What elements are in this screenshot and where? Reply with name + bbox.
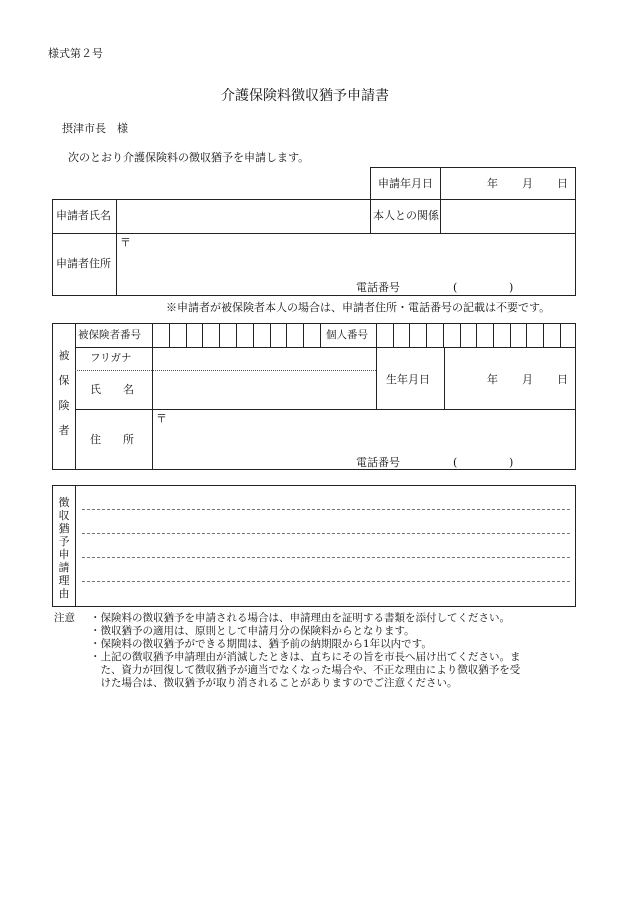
date-day-unit: 日 [557,177,568,190]
personal-number-digit-cell[interactable] [493,323,510,347]
personal-number-digit-cell[interactable] [376,323,393,347]
personal-number-digit-cell[interactable] [476,323,493,347]
insured-number-digit-cell[interactable] [286,323,303,347]
insured-number-digit-cell[interactable] [253,323,270,347]
reason-side-char-8: 由 [58,587,70,600]
personal-number-digit-cell[interactable] [526,323,543,347]
relation-field[interactable] [444,202,572,230]
insured-phone-label: 電話番号 [356,456,400,469]
birth-day-unit: 日 [557,373,568,386]
insured-phone-paren-open: ( [453,456,458,469]
personal-number-digit-cell[interactable] [560,323,577,347]
applicant-postal-mark: 〒 [120,236,131,249]
insured-side-char-3: 険 [58,399,70,412]
personal-number-digit-cell[interactable] [426,323,443,347]
insured-phone-paren-close: ) [509,456,514,469]
insured-name-label: 氏 名 [90,383,134,396]
note-item: ・保険料の徴収猶予ができる期間は、猶予前の納期限から1年以内です。 [90,638,432,650]
insured-postal-mark: 〒 [156,412,167,425]
insured-side-char-2: 保 [58,374,70,387]
personal-number-digit-cell[interactable] [409,323,426,347]
birth-year-unit: 年 [487,373,498,386]
reason-side-char-4: 予 [58,535,70,548]
date-year-unit: 年 [487,177,498,190]
phone-paren-close: ) [509,281,514,294]
insured-number-digit-cell[interactable] [303,323,320,347]
furigana-label: フリガナ [90,352,132,364]
reason-side-char-2: 収 [58,509,70,522]
relation-label: 本人との関係 [373,209,439,222]
intro-text: 次のとおり介護保険料の徴収猶予を申請します。 [68,151,310,164]
insured-number-digit-cell[interactable] [236,323,253,347]
personal-number-digit-cell[interactable] [393,323,410,347]
birth-date-field[interactable] [450,352,570,404]
birth-date-label: 生年月日 [386,373,430,386]
applicant-address-label: 申請者住所 [56,257,111,270]
phone-paren-open: ( [453,281,458,294]
reason-field[interactable] [80,489,572,603]
insured-side-char-1: 被 [58,349,70,362]
insured-number-digit-cell[interactable] [186,323,203,347]
applicant-name-field[interactable] [120,202,366,230]
date-month-unit: 月 [522,177,533,190]
form-number: 様式第２号 [48,47,103,60]
application-date-label: 申請年月日 [378,177,433,190]
personal-number-label: 個人番号 [326,329,368,341]
applicant-note: ※申請者が被保険者本人の場合は、申請者住所・電話番号の記載は不要です。 [166,301,551,314]
addressee: 摂津市長 様 [62,122,128,135]
insured-name-field[interactable] [156,373,372,406]
notes-label: 注意 [54,612,75,624]
note-item: ・徴収猶予の適用は、原則として申請月分の保険料からとなります。 [90,625,415,637]
insured-address-label: 住 所 [90,433,134,446]
applicant-phone-label: 電話番号 [356,281,400,294]
applicant-name-label: 申請者氏名 [56,209,111,222]
insured-phone-field[interactable] [460,454,506,468]
insured-number-label: 被保険者番号 [78,329,141,341]
note-item: た、資力が回復して徴収猶予が適当でなくなった場合や、不正な理由により徴収猶予を受 [90,664,521,676]
note-item: ・保険料の徴収猶予を申請される場合は、申請理由を証明する書類を添付してください。 [90,612,510,624]
insured-number-digit-cell[interactable] [270,323,287,347]
applicant-phone-field[interactable] [460,279,506,294]
reason-side-char-3: 猶 [58,522,70,535]
applicant-address-field[interactable] [132,237,572,277]
reason-side-char-1: 徴 [58,496,70,509]
insured-address-field[interactable] [168,413,572,451]
insured-number-digit-cell[interactable] [202,323,219,347]
personal-number-digit-cell[interactable] [460,323,477,347]
page-title: 介護保険料徴収猶予申請書 [221,88,389,104]
birth-month-unit: 月 [522,373,533,386]
personal-number-digit-cell[interactable] [543,323,560,347]
furigana-field[interactable] [156,350,372,368]
insured-number-digit-cell[interactable] [152,323,169,347]
note-item: けた場合は、徴収猶予が取り消されることがありますのでご注意ください。 [90,677,458,689]
reason-side-char-5: 申 [58,548,70,561]
insured-number-digit-cell[interactable] [169,323,186,347]
reason-side-char-7: 理 [58,574,70,587]
application-date-field[interactable] [450,169,570,197]
personal-number-digit-cell[interactable] [443,323,460,347]
insured-number-digit-cell[interactable] [219,323,236,347]
personal-number-digit-cell[interactable] [510,323,527,347]
note-item: ・上記の徴収猶予申請理由が消滅したときは、直ちにその旨を市長へ届け出てください。ま [90,651,521,663]
reason-side-char-6: 請 [58,561,70,574]
insured-side-char-4: 者 [58,424,70,437]
